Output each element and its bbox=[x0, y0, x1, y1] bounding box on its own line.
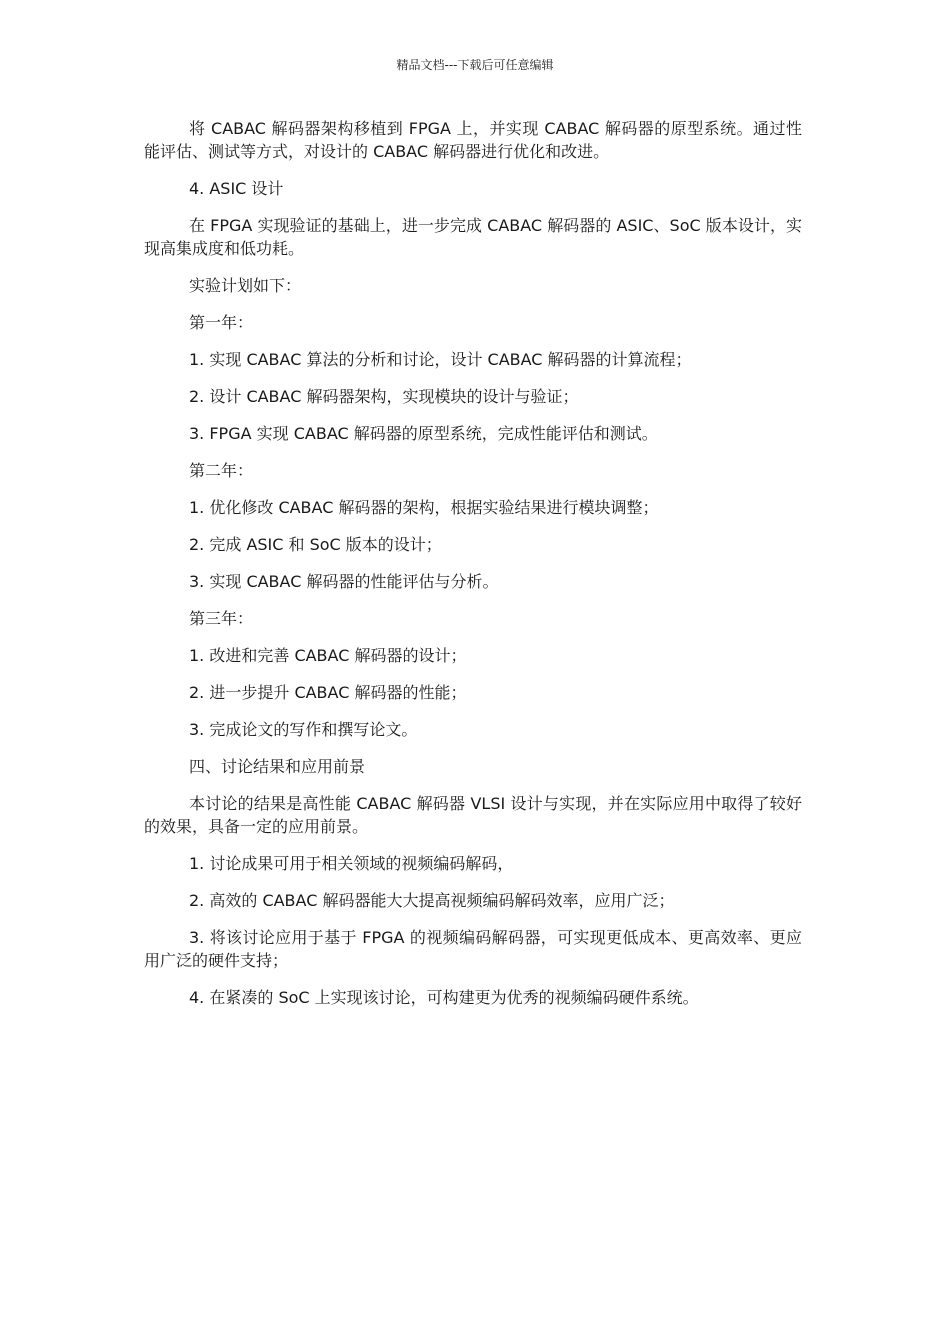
heading-results-prospects: 四、讨论结果和应用前景 bbox=[189, 757, 366, 776]
list-item: 3. 实现 CABAC 解码器的性能评估与分析。 bbox=[189, 572, 499, 591]
page-header: 精品文档---下载后可任意编辑 bbox=[396, 58, 554, 72]
list-item: 4. 在紧凑的 SoC 上实现该讨论，可构建更为优秀的视频编码硬件系统。 bbox=[189, 988, 699, 1007]
list-item: 1. 实现 CABAC 算法的分析和讨论，设计 CABAC 解码器的计算流程； bbox=[189, 350, 692, 369]
list-item: 1. 优化修改 CABAC 解码器的架构，根据实验结果进行模块调整； bbox=[189, 498, 659, 517]
list-item: 3. 完成论文的写作和撰写论文。 bbox=[189, 720, 418, 739]
list-item: 2. 设计 CABAC 解码器架构，实现模块的设计与验证； bbox=[189, 387, 579, 406]
heading-asic-design: 4. ASIC 设计 bbox=[189, 179, 284, 198]
paragraph-plan-intro: 实验计划如下： bbox=[189, 276, 302, 295]
paragraph-fpga-prototype: 将 CABAC 解码器架构移植到 FPGA 上，并实现 CABAC 解码器的原型系统。通过性能评估、测试等方式，对设计的 CABAC 解码器进行优化和改进。 bbox=[144, 119, 802, 161]
document-body bbox=[144, 117, 802, 1023]
list-item: 2. 进一步提升 CABAC 解码器的性能； bbox=[189, 683, 467, 702]
list-item: 3. FPGA 实现 CABAC 解码器的原型系统，完成性能评估和测试。 bbox=[189, 424, 658, 443]
list-item: 1. 讨论成果可用于相关领域的视频编码解码， bbox=[189, 854, 514, 873]
list-item: 3. 将该讨论应用于基于 FPGA 的视频编码解码器，可实现更低成本、更高效率、更应用广泛的硬件支持； bbox=[144, 928, 802, 970]
paragraph-results-summary: 本讨论的结果是高性能 CABAC 解码器 VLSI 设计与实现，并在实际应用中取得了较好的效果，具备一定的应用前景。 bbox=[144, 794, 802, 836]
list-item: 2. 完成 ASIC 和 SoC 版本的设计； bbox=[189, 535, 442, 554]
list-item: 1. 改进和完善 CABAC 解码器的设计； bbox=[189, 646, 467, 665]
heading-year-one: 第一年： bbox=[189, 313, 254, 332]
paragraph-asic-soc: 在 FPGA 实现验证的基础上，进一步完成 CABAC 解码器的 ASIC、SoC 版本设计，实现高集成度和低功耗。 bbox=[144, 216, 802, 258]
heading-year-three: 第三年： bbox=[189, 609, 254, 628]
list-item: 2. 高效的 CABAC 解码器能大大提高视频编码解码效率，应用广泛； bbox=[189, 891, 675, 910]
heading-year-two: 第二年： bbox=[189, 461, 254, 480]
